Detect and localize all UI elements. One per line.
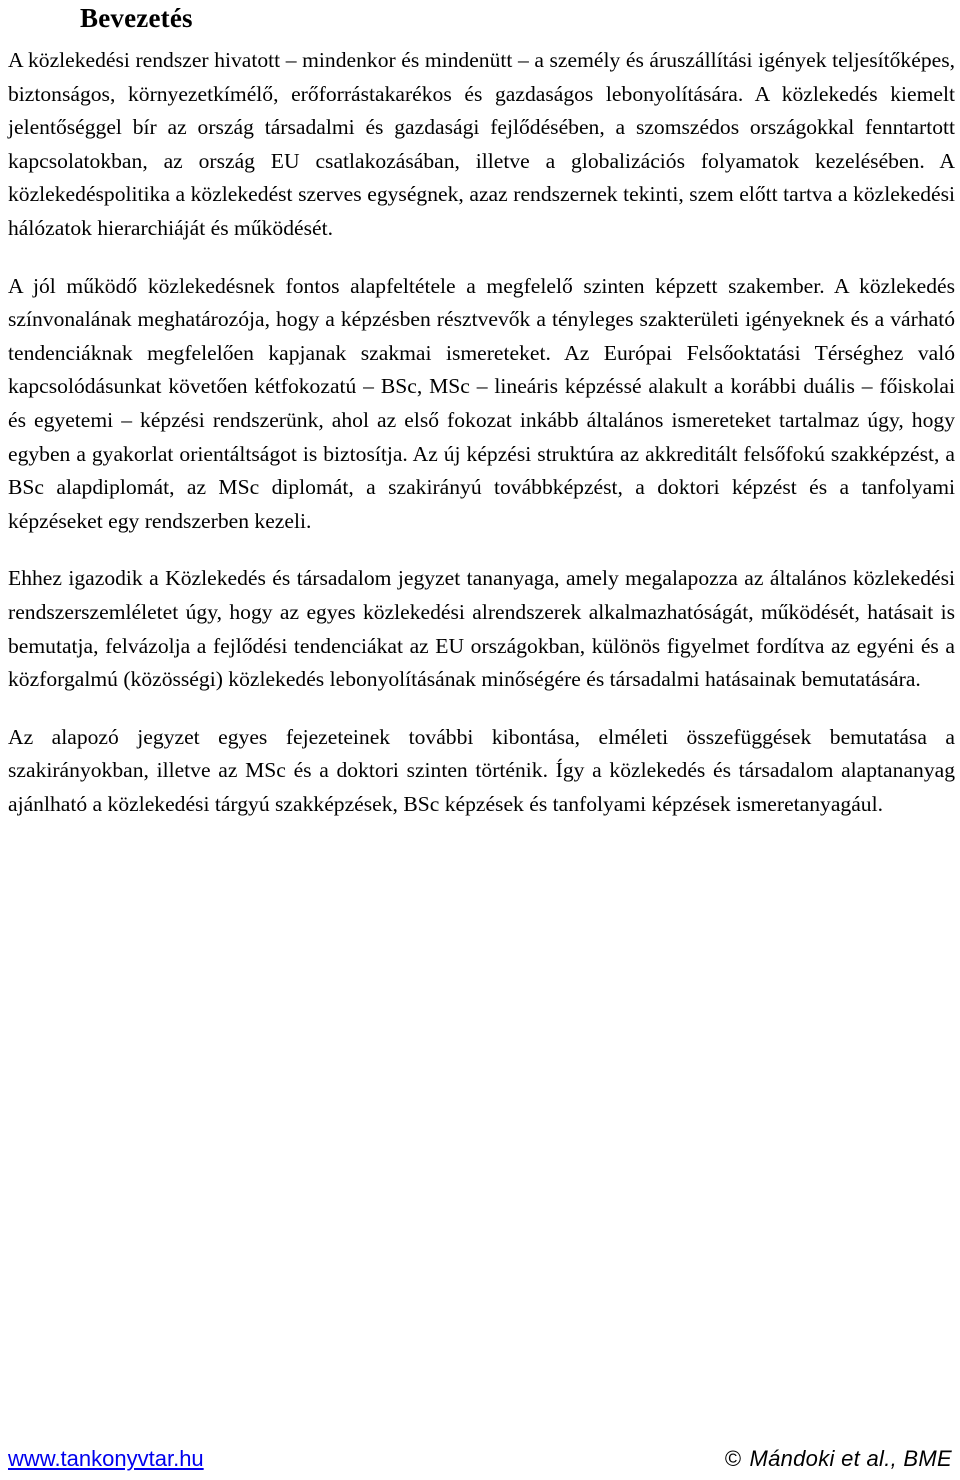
- footer-website-link[interactable]: www.tankonyvtar.hu: [8, 1446, 204, 1471]
- copyright-icon: ©: [724, 1446, 742, 1471]
- document-page: [8, 0, 955, 821]
- footer-credit: [725, 1444, 952, 1474]
- page-title: Bevezetés: [80, 3, 193, 33]
- paragraph-training: A jól működő közlekedésnek fontos alapfeltétele a megfelelő szinten képzett szakember. A közlekedés színvonalának meghatározója, hogy a képzésben résztvevők a tényleges szakterületi igényeknek és a várható tendenciáknak megfelelően kapjanak szakmai ismereteket. Az Európai Felsőoktatási Térséghez való kapcsolódásunkat követően kétfokozatú – BSc, MSc – lineáris képzéssé alakult a korábbi duális – főiskolai és egyetemi – képzési rendszerünk, ahol az első fokozat inkább általános ismereteket tartalmaz úgy, hogy egyben a gyakorlat orientáltságot is biztosítja. Az új képzési struktúra az akkreditált felsőfokú szakképzést, a BSc alapdiplomát, az MSc diplomát, a szakirányú továbbképzést, a doktori képzést és a tanfolyami képzéseket egy rendszerben kezeli.: [8, 273, 955, 533]
- paragraph-outlook: Az alapozó jegyzet egyes fejezeteinek további kibontása, elméleti összefüggések bemutatása a szakirányokban, illetve az MSc és a doktori szinten történik. Így a közlekedés és társadalom alaptananyag ajánlható a közlekedési tárgyú szakképzések, BSc képzések és tanfolyami képzések ismeretanyagául.: [8, 724, 955, 816]
- footer-credit-text: Mándoki et al., BME: [749, 1446, 952, 1471]
- paragraph-curriculum: Ehhez igazodik a Közlekedés és társadalom jegyzet tananyaga, amely megalapozza az általános közlekedési rendszerszemléletet úgy, hogy az egyes közlekedési alrendszerek alkalmazhatóságát, működését, hatásait is bemutatja, felvázolja a fejlődési tendenciákat az EU országokban, különös figyelmet fordítva az egyéni és a közforgalmú (közösségi) közlekedés lebonyolításának minőségére és társadalmi hatásainak bemutatására.: [8, 566, 955, 692]
- paragraph-intro: A közlekedési rendszer hivatott – mindenkor és mindenütt – a személy és áruszállítási igények teljesítőképes, biztonságos, környezetkímélő, erőforrástakarékos és gazdaságos lebonyolítására. A közlekedés kiemelt jelentőséggel bír az ország társadalmi és gazdasági fejlődésében, a szomszédos országokkal fenntartott kapcsolatokban, az ország EU csatlakozásában, illetve a globalizációs folyamatok kezelésében. A közlekedéspolitika a közlekedést szerves egységnek, azaz rendszernek tekinti, szem előtt tartva a közlekedési hálózatok hierarchiáját és működését.: [8, 48, 955, 240]
- page-footer: [8, 1444, 952, 1474]
